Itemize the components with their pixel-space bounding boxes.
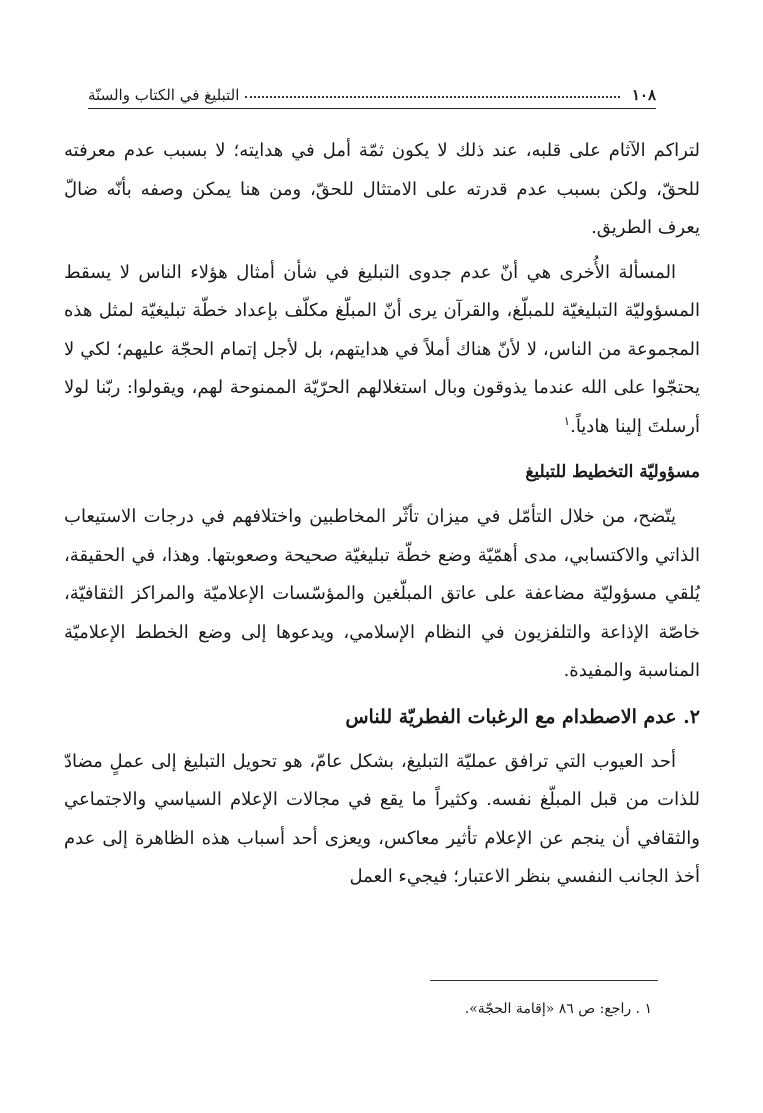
paragraph-4: أحد العيوب التي ترافق عمليّة التبليغ، بشكل عامّ، هو تحويل التبليغ إلى عملٍ مضادّ للذات من قبل المبلّغ نفسه. وكثيراً ما يقع في مجالات الإعلام السياسي والاجتماعي والثقافي أن ينجم عن الإعلام تأثير معاكس، ويعزى أحد أسباب هذه الظاهرة إلى عدم أخذ الجانب النفسي بنظر الاعتبار؛ فيجيء العمل [64,750,700,887]
header-leader-dots [245,96,619,98]
paragraph-2 [64,254,700,447]
page-number: ١٠٨ [631,86,656,104]
section-heading-planning: مسؤوليّة التخطيط للتبليغ [525,462,700,482]
running-title: التبليغ في الكتاب والسنّة [88,86,240,104]
footnote: ١ . راجع: ص ٨٦ «إقامة الحجّة». [464,1001,652,1017]
paragraph-1: لتراكم الآثام على قلبه، عند ذلك لا يكون ثمّة أمل في هدايته؛ لا بسبب عدم معرفته للحقّ، ولكن بسبب عدم قدرته على الامتثال للحقّ، ومن هنا يمكن وصفه بأنّه ضالّ يعرف الطريق. [64,140,700,238]
running-header [88,80,656,109]
paragraph-2-text: المسألة الأُخرى هي أنّ عدم جدوى التبليغ في شأن أمثال هؤلاء الناس لا يسقط المسؤوليّة التبليغيّة للمبلّغ، والقرآن يرى أنّ المبلّغ مكلّف بإعداد خطّة تبليغيّة لمثل هذه المجموعة من الناس، لا لأنّ هناك أملاً في هدايتهم، بل لأجل إتمام الحجّة عليهم؛ لكي لا يحتجّوا على الله عندما يذوقون وبال استغلالهم الحرّيّة الممنوحة لهم، ويقولوا: ربّنا لولا أرسلتَ إلينا هادياً. [64,261,700,437]
section-heading-2: ٢. عدم الاصطدام مع الرغبات الفطريّة للناس [345,705,700,728]
paragraph-3: يتّضح، من خلال التأمّل في ميزان تأثّر المخاطبين واختلافهم في درجات الاستيعاب الذاتي والاكتسابي، مدى أهمّيّة وضع خطّة تبليغيّة صحيحة وصعوبتها. وهذا، في الحقيقة، يُلقي مسؤوليّة مضاعفة على عاتق المبلّغين والمؤسّسات الإعلاميّة والمراكز الثقافيّة، خاصّة الإذاعة والتلفزيون في النظام الإسلامي، ويدعوها إلى وضع الخطط الإعلاميّة المناسبة والمفيدة. [64,506,700,681]
footnote-marker: ١ [563,413,571,428]
page-body [64,132,700,897]
footnote-divider [430,980,658,981]
